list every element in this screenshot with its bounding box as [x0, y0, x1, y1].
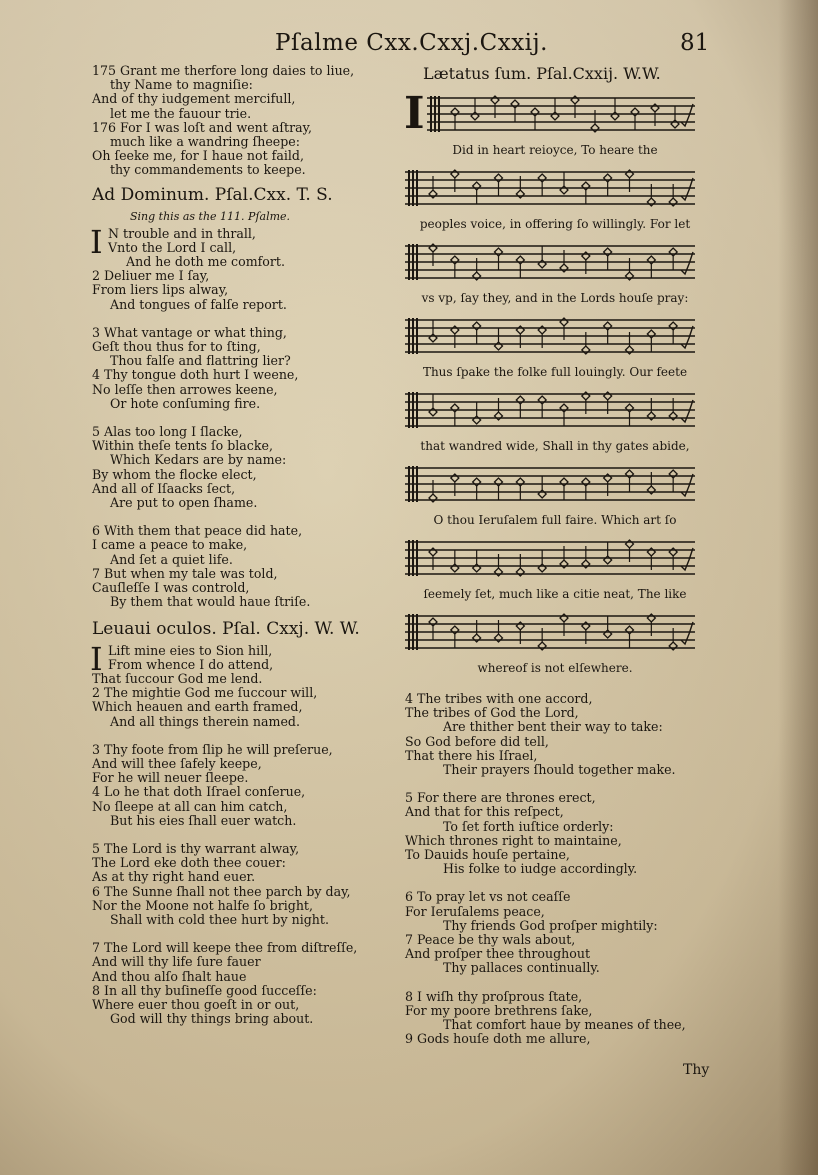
verse-line: much like a wandring ſheepe: — [110, 134, 300, 150]
custos-mark — [681, 400, 693, 422]
note-head — [495, 634, 503, 642]
psalm-119-ending — [92, 64, 402, 178]
note-head — [582, 346, 590, 354]
verse-line: And will thy life ſure fauer — [92, 954, 261, 970]
note-head — [560, 404, 568, 412]
note-head — [669, 198, 677, 206]
staff-lines — [405, 314, 705, 362]
staff-lines — [405, 610, 705, 658]
note-head — [516, 190, 524, 198]
verse-line: As at thy right hand euer. — [92, 869, 256, 885]
note-head — [451, 326, 459, 334]
psalm-122-stanza-6 — [405, 890, 735, 975]
note-head — [495, 174, 503, 182]
note-head — [626, 626, 634, 634]
verse-line: Lift mine eies to Sion hill, — [108, 642, 273, 658]
music-staff-5 — [405, 388, 735, 462]
verse-line: The tribes of God the Lord, — [405, 705, 579, 721]
note-head — [538, 260, 546, 268]
verse-line: And ſet a quiet life. — [110, 551, 233, 567]
verse-line: Thy pallaces continually. — [443, 960, 600, 976]
note-head — [647, 198, 655, 206]
verse-line: 6 With them that peace did hate, — [92, 523, 303, 539]
verse-line: 8 In all thy buſineſſe good ſucceſſe: — [92, 982, 317, 998]
verse-line: Which thrones right to maintaine, — [405, 832, 622, 848]
drop-capital: I — [90, 639, 103, 678]
verse-line: thy commandements to keepe. — [110, 162, 306, 178]
note-head — [495, 412, 503, 420]
running-header — [0, 30, 818, 62]
note-head — [604, 630, 612, 638]
verse-line: Nor the Moone not halfe ſo bright, — [92, 897, 313, 913]
clef-mark — [416, 318, 418, 354]
note-head — [429, 618, 437, 626]
verse-line: 175 Grant me therfore long daies to liue, — [92, 63, 355, 78]
clef-mark — [408, 614, 410, 650]
custos-mark — [681, 548, 693, 570]
note-head — [495, 342, 503, 350]
clef-mark — [416, 170, 418, 206]
note-head — [451, 474, 459, 482]
verse-line: By whom the flocke elect, — [92, 466, 257, 482]
verse-line: His folke to iudge accordingly. — [443, 861, 638, 877]
note-head — [647, 486, 655, 494]
verse-line: No ſleepe at all can him catch, — [92, 798, 288, 814]
clef-mark — [434, 96, 436, 132]
clef-mark — [408, 318, 410, 354]
custos-mark — [681, 252, 693, 274]
verse-line: N trouble and in thrall, — [108, 225, 256, 241]
note-head — [429, 494, 437, 502]
note-head — [495, 568, 503, 576]
verse-line: But his eies ſhall euer watch. — [110, 812, 297, 828]
verse-line: Which Kedars are by name: — [110, 452, 287, 468]
verse-line: And he doth me comfort. — [126, 254, 285, 270]
note-head — [582, 478, 590, 486]
note-head — [582, 182, 590, 190]
psalm-121-stanza-2 — [92, 743, 402, 828]
verse-line: Cauſleſſe I was controld, — [92, 580, 250, 596]
decorative-initial: I — [404, 88, 425, 139]
verse-line: No leſſe then arrowes keene, — [92, 381, 278, 397]
clef-mark — [412, 318, 414, 354]
note-head — [451, 256, 459, 264]
verse-line: And of thy iudgement mercifull, — [92, 91, 296, 107]
verse-line: 5 Alas too long I ſlacke, — [92, 424, 243, 440]
verse-line: 7 The Lord will keepe thee from diſtreſſe, — [92, 940, 358, 956]
verse-line: And thou alſo ſhalt haue — [92, 968, 247, 984]
note-head — [626, 170, 634, 178]
music-staff-6 — [405, 462, 735, 536]
note-head — [626, 470, 634, 478]
psalm-122-stanza-7 — [405, 990, 735, 1047]
note-head — [516, 326, 524, 334]
staff-lines — [405, 462, 705, 510]
verse-line: let me the fauour trie. — [110, 105, 252, 121]
note-head — [560, 560, 568, 568]
clef-mark — [416, 466, 418, 502]
note-head — [429, 548, 437, 556]
note-head — [631, 108, 639, 116]
clef-mark — [416, 614, 418, 650]
psalm-120-title: Ad Dominum. Pſal.Cxx. T. S. — [92, 184, 333, 205]
music-staff-7 — [405, 536, 735, 610]
note-head — [495, 248, 503, 256]
clef-mark — [416, 244, 418, 280]
verse-line: 3 Thy foote from ſlip he will preſerue, — [92, 741, 333, 757]
verse-line: That ſuccour God me lend. — [92, 670, 263, 686]
note-head — [538, 642, 546, 650]
verse-line: 8 I wiſh thy proſprous ſtate, — [405, 988, 583, 1004]
note-head — [451, 626, 459, 634]
verse-line: The Lord eke doth thee couer: — [92, 855, 286, 871]
note-head — [538, 326, 546, 334]
note-head — [604, 248, 612, 256]
verse-line: Or hote conſuming fire. — [110, 395, 261, 411]
note-head — [473, 322, 481, 330]
note-head — [582, 622, 590, 630]
note-head — [471, 112, 479, 120]
verse-line: To Dauids houſe pertaine, — [405, 847, 570, 863]
psalm-122-stanza-4 — [405, 692, 735, 777]
verse-line: God will thy things bring about. — [110, 1011, 314, 1027]
clef-mark — [408, 170, 410, 206]
note-head — [582, 560, 590, 568]
music-staff-2 — [405, 166, 735, 240]
lyric-line: whereof is not elſewhere. — [477, 661, 633, 675]
verse-line: From whence I do attend, — [108, 656, 274, 672]
verse-line: And all things therein named. — [110, 713, 300, 729]
folio-number: 81 — [680, 30, 710, 56]
music-staff-4 — [405, 314, 735, 388]
staff-lines — [404, 88, 705, 140]
note-head — [451, 170, 459, 178]
lyric-line: ſeemely ſet, much like a citie neat, The like — [423, 587, 687, 601]
note-head — [582, 392, 590, 400]
staff-lines — [405, 536, 705, 584]
custos-mark — [681, 622, 693, 644]
note-head — [451, 564, 459, 572]
note-head — [473, 182, 481, 190]
running-title: Pſalme Cxx.Cxxj.Cxxij. — [275, 30, 548, 56]
verse-line: For Ieruſalems peace, — [405, 903, 545, 919]
note-head — [538, 490, 546, 498]
verse-line: Their prayers ſhould together make. — [443, 762, 676, 778]
verse-line: 4 Lo he that doth Iſrael conſerue, — [92, 784, 306, 800]
clef-mark — [438, 96, 440, 132]
verse-line: 5 The Lord is thy warrant alway, — [92, 840, 300, 856]
verse-line: That comfort haue by meanes of thee, — [443, 1017, 686, 1033]
verse-line: 6 To pray let vs not ceaſſe — [405, 889, 571, 905]
note-head — [669, 322, 677, 330]
verse-line: I came a peace to make, — [92, 537, 248, 553]
note-head — [495, 478, 503, 486]
note-head — [516, 622, 524, 630]
clef-mark — [416, 540, 418, 576]
note-head — [669, 642, 677, 650]
clef-mark — [408, 244, 410, 280]
clef-mark — [430, 96, 432, 132]
music-staff-8 — [405, 610, 735, 684]
verse-line: And will thee ſafely keepe, — [92, 755, 262, 771]
note-head — [516, 256, 524, 264]
psalm-121-title: Leuaui oculos. Pſal. Cxxj. W. W. — [92, 618, 360, 639]
note-head — [604, 474, 612, 482]
verse-line: From liers lips alway, — [92, 282, 229, 298]
note-head — [647, 412, 655, 420]
note-head — [531, 108, 539, 116]
clef-mark — [412, 466, 414, 502]
note-head — [429, 408, 437, 416]
staff-lines — [405, 240, 705, 288]
clef-mark — [412, 170, 414, 206]
note-head — [516, 568, 524, 576]
page-edge-shadow — [778, 0, 818, 1175]
note-head — [473, 272, 481, 280]
lyric-line: O thou Ieruſalem full faire. Which art ſo — [433, 513, 677, 527]
note-head — [669, 248, 677, 256]
catchword: Thy — [683, 1062, 710, 1078]
right-column — [405, 64, 735, 1046]
verse-line: Within theſe tents ſo blacke, — [92, 438, 273, 454]
note-head — [647, 614, 655, 622]
verse-line: 2 The mightie God me ſuccour will, — [92, 685, 318, 701]
verse-line: 7 But when my tale was told, — [92, 565, 278, 581]
verse-line: Are put to open ſhame. — [110, 495, 258, 511]
note-head — [551, 112, 559, 120]
verse-line: So God before did tell, — [405, 733, 549, 749]
note-head — [516, 478, 524, 486]
note-head — [516, 396, 524, 404]
note-head — [647, 330, 655, 338]
verse-line: And proſper thee throughout — [405, 946, 591, 962]
verse-line: For my poore brethrens ſake, — [405, 1002, 593, 1018]
note-head — [647, 256, 655, 264]
verse-line: Which heauen and earth framed, — [92, 699, 303, 715]
note-head — [604, 322, 612, 330]
verse-line: Thy friends God proſper mightily: — [443, 917, 658, 933]
psalm-120-tune-note: Sing this as the 111. Pſalme. — [130, 209, 291, 223]
note-head — [429, 244, 437, 252]
verse-line: Geſt thou thus for to ſting, — [92, 339, 261, 355]
note-head — [669, 412, 677, 420]
note-head — [429, 334, 437, 342]
note-head — [651, 104, 659, 112]
clef-mark — [416, 392, 418, 428]
verse-line: Where euer thou goeſt in or out, — [92, 996, 300, 1012]
note-head — [626, 346, 634, 354]
note-head — [473, 564, 481, 572]
lyric-line: that wandred wide, Shall in thy gates abide, — [420, 439, 690, 453]
music-staff-1 — [404, 88, 735, 166]
verse-line: 2 Deliuer me I ſay, — [92, 268, 210, 284]
left-column — [92, 64, 402, 1026]
verse-line: And tongues of falſe report. — [110, 296, 287, 312]
clef-mark — [412, 244, 414, 280]
verse-line: To ſet forth iuſtice orderly: — [443, 818, 614, 834]
verse-line: 4 The tribes with one accord, — [405, 691, 593, 706]
psalm-120-stanza-4 — [92, 524, 402, 609]
psalm-120-stanza-2 — [92, 326, 402, 411]
music-staff-3 — [405, 240, 735, 314]
verse-line: 3 What vantage or what thing, — [92, 324, 287, 340]
verse-line: Vnto the Lord I call, — [108, 239, 237, 255]
verse-line: By them that would haue ſtriſe. — [110, 594, 311, 610]
note-head — [591, 124, 599, 132]
psalm-120-stanza-1 — [90, 222, 402, 312]
clef-mark — [412, 614, 414, 650]
note-head — [560, 614, 568, 622]
verse-line: 9 Gods houſe doth me allure, — [405, 1031, 591, 1047]
clef-mark — [408, 466, 410, 502]
note-head — [473, 478, 481, 486]
note-head — [669, 548, 677, 556]
note-head — [669, 470, 677, 478]
clef-mark — [408, 540, 410, 576]
verse-line: Are thither bent their way to take: — [443, 719, 663, 735]
clef-mark — [408, 392, 410, 428]
staff-lines — [405, 166, 705, 214]
note-head — [538, 396, 546, 404]
verse-line: And that for this reſpect, — [405, 804, 564, 820]
note-head — [538, 174, 546, 182]
note-head — [511, 100, 519, 108]
clef-mark — [412, 540, 414, 576]
note-head — [582, 252, 590, 260]
staff-lines — [405, 388, 705, 436]
verse-line: 6 The Sunne ſhall not thee parch by day, — [92, 883, 351, 899]
verse-line: That there his Iſrael, — [405, 747, 538, 763]
note-head — [604, 174, 612, 182]
note-head — [571, 96, 579, 104]
note-head — [604, 392, 612, 400]
psalm-121-stanza-4 — [92, 941, 402, 1026]
note-head — [491, 96, 499, 104]
lyric-line: Thus ſpake the folke full louingly. Our feete — [422, 365, 688, 379]
verse-line: For he will neuer ſleepe. — [92, 770, 249, 786]
note-head — [626, 540, 634, 548]
note-head — [473, 634, 481, 642]
note-head — [451, 108, 459, 116]
note-head — [604, 556, 612, 564]
psalm-122-stanza-5 — [405, 791, 735, 876]
lyric-line: Did in heart reioyce, To heare the — [452, 143, 658, 157]
note-head — [626, 404, 634, 412]
note-head — [647, 548, 655, 556]
note-head — [429, 190, 437, 198]
drop-capital: I — [90, 222, 103, 261]
verse-line: Oh ſeeke me, for I haue not faild, — [92, 148, 304, 164]
note-head — [560, 478, 568, 486]
verse-line: thy Name to magniſie: — [110, 77, 253, 93]
lyric-line: peoples voice, in offering ſo willingly. For let — [419, 217, 691, 231]
verse-line: And all of Iſaacks ſect, — [92, 480, 236, 496]
note-head — [626, 272, 634, 280]
music-notation — [404, 88, 735, 684]
clef-mark — [412, 392, 414, 428]
note-head — [538, 564, 546, 572]
psalm-121-stanza-1 — [90, 639, 402, 729]
note-head — [473, 416, 481, 424]
custos-mark — [681, 474, 693, 496]
verse-line: Shall with cold thee hurt by night. — [110, 911, 329, 927]
note-head — [671, 120, 679, 128]
verse-line: 5 For there are thrones erect, — [405, 790, 596, 806]
psalm-120-stanza-3 — [92, 425, 402, 510]
psalm-121-stanza-3 — [92, 842, 402, 927]
note-head — [451, 404, 459, 412]
verse-line: 4 Thy tongue doth hurt I weene, — [92, 367, 299, 383]
verse-line: 7 Peace be thy wals about, — [405, 932, 576, 948]
note-head — [560, 264, 568, 272]
verse-line: Thou falſe and flattring lier? — [110, 353, 291, 369]
custos-mark — [681, 326, 693, 348]
note-head — [560, 186, 568, 194]
note-head — [560, 318, 568, 326]
lyric-line: vs vp, ſay they, and in the Lords houſe pray: — [421, 291, 689, 305]
psalm-122-title: Lætatus ſum. Pſal.Cxxij. W.W. — [423, 64, 661, 83]
verse-line: 176 For I was loſt and went aſtray, — [92, 119, 313, 135]
note-head — [611, 112, 619, 120]
